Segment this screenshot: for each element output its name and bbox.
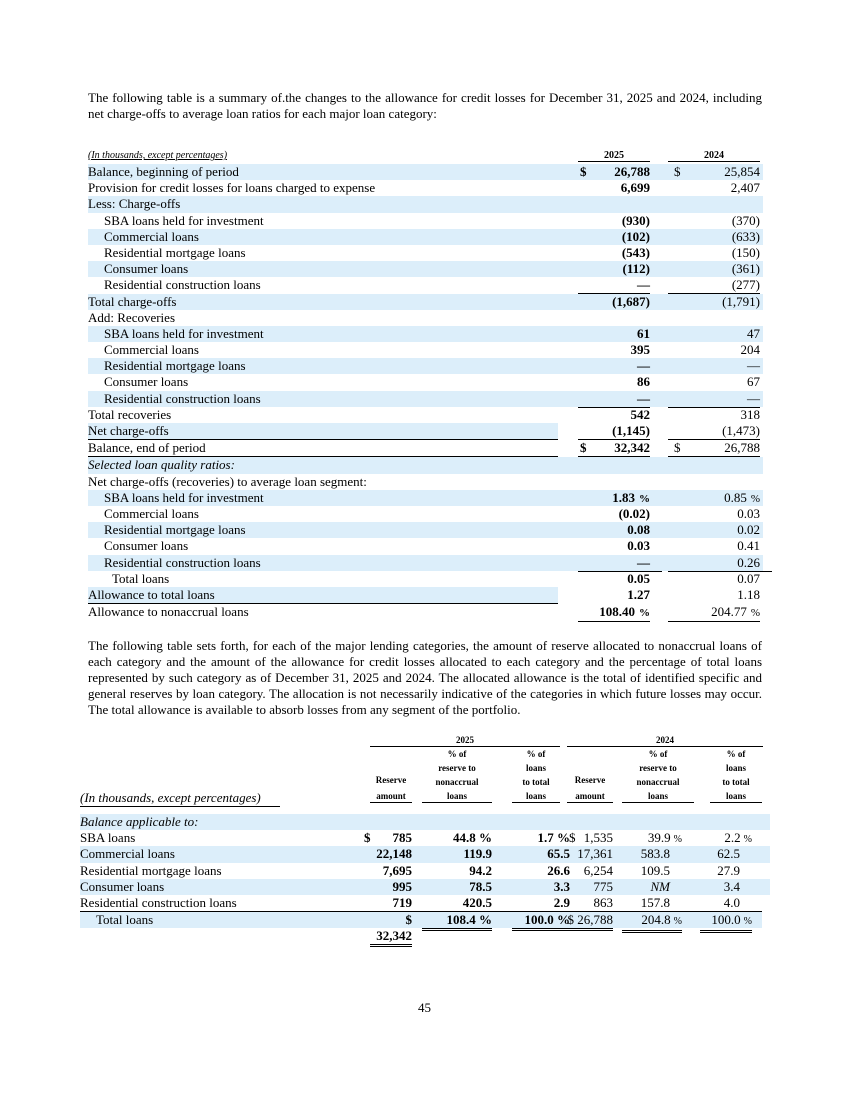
cell-text: 157.8 xyxy=(640,894,670,910)
table-row xyxy=(88,294,763,310)
value-2024-text: 0.07 xyxy=(737,570,760,586)
value-2024-text: 0.26 xyxy=(737,554,760,570)
cell-b1 xyxy=(422,879,492,895)
row-label: Commercial loans xyxy=(104,505,199,521)
value-2024 xyxy=(668,277,760,294)
row-label: Consumer loans xyxy=(104,538,189,554)
currency-symbol: $ xyxy=(580,440,587,456)
table-row xyxy=(88,522,763,538)
value-2025-text: 542 xyxy=(630,406,650,422)
value-2024-text: 0.85 xyxy=(724,489,747,505)
cell-text: NM xyxy=(650,878,670,894)
value-2024 xyxy=(668,213,760,229)
value-2025 xyxy=(578,261,650,277)
value-2024-text: (1,791) xyxy=(722,293,760,309)
value-2025 xyxy=(578,555,662,572)
value-2024 xyxy=(668,587,772,603)
row-label: Residential mortgage loans xyxy=(80,862,222,878)
value-2024-text: (361) xyxy=(731,261,760,277)
cell-b2 xyxy=(622,895,682,912)
value-2024 xyxy=(668,261,760,277)
cell-text: 1,535 xyxy=(583,830,613,846)
value-2025-text: 395 xyxy=(630,342,650,358)
row-label: Net charge-offs (recoveries) to average loan segment: xyxy=(88,473,367,489)
value-2025-text: 0.08 xyxy=(627,522,650,538)
table-row xyxy=(88,310,763,326)
cell-b2 xyxy=(622,846,682,862)
value-2024 xyxy=(668,180,760,196)
reserve-header-2024-line1: Reserve xyxy=(574,775,606,785)
row-label: Commercial loans xyxy=(104,228,199,244)
cell-c2 xyxy=(700,895,752,912)
table-row xyxy=(88,538,763,554)
row-label: Commercial loans xyxy=(80,846,175,862)
table-row xyxy=(88,391,763,407)
cell-text: 583.8 xyxy=(640,846,670,862)
pct-reserve-header-2025-l2: reserve to xyxy=(438,763,476,773)
cell-a2 xyxy=(567,863,613,879)
cell-text: 65.5 xyxy=(547,846,570,862)
value-2024-text: — xyxy=(747,358,760,374)
cell-text: $ 26,788 xyxy=(567,912,613,928)
cell-a1 xyxy=(370,912,412,947)
pct-loans-header-2025-l1: % of xyxy=(526,749,546,759)
value-2024-text: (277) xyxy=(731,277,760,293)
percent-sign: % xyxy=(639,492,650,505)
table-row xyxy=(80,863,770,879)
cell-text: 22,148 xyxy=(376,846,412,862)
table-row xyxy=(80,895,770,911)
value-2025 xyxy=(578,164,650,180)
value-2024-text: 1.18 xyxy=(737,586,760,602)
value-2024-text: (150) xyxy=(731,244,760,260)
table-row xyxy=(88,490,763,506)
row-label: SBA loans held for investment xyxy=(104,325,264,341)
percent-sign: % xyxy=(743,916,752,928)
row-label: Add: Recoveries xyxy=(88,309,176,325)
reserve-header-2025-line2: amount xyxy=(370,790,412,803)
row-label: Provision for credit losses for loans charged to expense xyxy=(88,180,376,196)
cell-text: 44.8 % xyxy=(453,830,492,846)
row-label: Selected loan quality ratios: xyxy=(88,457,235,473)
table-row xyxy=(88,358,763,374)
pct-loans-header-2024-l2: loans xyxy=(725,763,746,773)
value-2024-text: 2,407 xyxy=(730,180,760,196)
cell-a2 xyxy=(567,912,613,931)
page-number: 45 xyxy=(418,1000,431,1015)
cell-c1 xyxy=(512,863,570,879)
value-2024 xyxy=(668,164,760,180)
pct-reserve-header-2024-l3: nonaccrual xyxy=(636,777,680,787)
value-2024 xyxy=(668,342,760,358)
table-row xyxy=(88,423,760,440)
cell-b1 xyxy=(422,912,492,931)
value-2024-text: — xyxy=(747,390,760,406)
row-label: Allowance to total loans xyxy=(88,586,215,602)
intro-paragraph-2: The following table sets forth, for each of the major lending categories, the amount of reserve allocated to nonaccrual loans of each category and the amount of the allowance for credit losses allocated to each category and the percentage of total loans represented by such category as of December 31, 2025 and 2024. The allocated allowance is the total of identified specific and general reserves by loan category. The allocation is not necessarily indicative of the categories in which future losses may occur. The total allowance is available to absorb losses from any segment of the portfolio. xyxy=(88,638,762,717)
value-2025-text: 1.27 xyxy=(627,586,650,602)
year-header-2025: 2025 xyxy=(370,734,560,747)
table-row xyxy=(80,879,770,895)
value-2024 xyxy=(668,245,760,261)
row-label: Residential construction loans xyxy=(104,277,261,293)
value-2024-text: 0.03 xyxy=(737,505,760,521)
value-2025 xyxy=(578,440,650,459)
allowance-allocation-table xyxy=(80,734,770,944)
cell-text: 39.9 xyxy=(647,830,671,846)
value-2025-text: 86 xyxy=(637,374,650,390)
value-2024 xyxy=(668,490,760,507)
table-row xyxy=(88,407,763,423)
cell-text: 775 xyxy=(593,878,613,894)
table-row xyxy=(80,911,762,944)
cell-a1 xyxy=(370,879,412,895)
cell-text: 785 xyxy=(392,830,412,846)
value-2025-text: 32,342 xyxy=(614,440,650,456)
cell-c1 xyxy=(512,912,570,931)
cell-text: 119.9 xyxy=(463,846,492,862)
value-2025 xyxy=(578,587,662,603)
row-label: Consumer loans xyxy=(80,878,165,894)
value-2025 xyxy=(578,407,650,423)
row-label: Residential mortgage loans xyxy=(104,358,246,374)
value-2024-text: 47 xyxy=(747,325,760,341)
cell-b1 xyxy=(422,846,492,862)
value-2025-text: (1,145) xyxy=(612,423,650,438)
value-2025-text: 61 xyxy=(637,325,650,341)
value-2024 xyxy=(668,358,760,374)
row-label: Total charge-offs xyxy=(88,293,177,309)
allowance-changes-table xyxy=(88,148,763,620)
pct-reserve-header-2024-l2: reserve to xyxy=(639,763,677,773)
value-2024 xyxy=(668,374,760,390)
intro-paragraph-1: The following table is a summary of.the changes to the allowance for credit losses for December 31, 2025 and 2024, including net charge-offs to average loan ratios for each major loan category: xyxy=(88,90,762,121)
value-2025-text: 6,699 xyxy=(620,180,650,196)
value-2025 xyxy=(578,506,662,522)
cell-a1 xyxy=(370,846,412,862)
table-row xyxy=(88,326,763,342)
value-2024 xyxy=(668,522,772,538)
table-row xyxy=(88,604,763,620)
pct-loans-header-2025-l3: to total xyxy=(522,777,550,787)
value-2025-text: — xyxy=(637,277,650,293)
row-label: Total loans xyxy=(112,570,170,586)
currency-symbol: $ xyxy=(364,830,371,846)
row-label: Allowance to nonaccrual loans xyxy=(88,604,249,620)
value-2024 xyxy=(668,571,772,587)
row-label: Residential mortgage loans xyxy=(104,522,246,538)
cell-b1 xyxy=(422,895,492,912)
row-label: Consumer loans xyxy=(104,261,189,277)
table-row xyxy=(88,571,763,587)
pct-loans-header-2024-l4: loans xyxy=(710,790,762,803)
table-header xyxy=(88,148,763,164)
table-row xyxy=(80,846,770,862)
percent-sign: % xyxy=(639,607,650,620)
value-2025 xyxy=(578,538,662,554)
value-2025-text: 0.05 xyxy=(627,570,650,586)
value-2025-text: (102) xyxy=(621,228,650,244)
row-label: Residential construction loans xyxy=(104,390,261,406)
value-2025 xyxy=(578,423,650,440)
row-label: Residential mortgage loans xyxy=(104,244,246,260)
table-row xyxy=(88,277,763,293)
table-row xyxy=(88,229,763,245)
row-label: Consumer loans xyxy=(104,374,189,390)
cell-text: 94.2 xyxy=(469,862,492,878)
percent-sign: % xyxy=(750,492,760,505)
value-2025 xyxy=(578,374,650,390)
row-label: SBA loans xyxy=(80,830,136,846)
percent-sign: % xyxy=(673,834,682,846)
value-2025-text: 108.40 xyxy=(599,604,635,620)
cell-text: 26.6 xyxy=(547,862,570,878)
cell-c2 xyxy=(700,863,752,879)
cell-a1 xyxy=(370,830,412,846)
value-2024-text: 0.02 xyxy=(737,522,760,538)
column-header-2024: 2024 xyxy=(668,150,760,162)
cell-text: 3.3 xyxy=(553,878,570,894)
cell-b2 xyxy=(622,879,682,895)
cell-b1 xyxy=(422,830,492,846)
value-2025 xyxy=(578,326,650,342)
column-header-2025: 2025 xyxy=(578,150,650,162)
table-row xyxy=(88,196,763,212)
cell-text: 62.5 xyxy=(717,846,740,862)
table-row xyxy=(88,342,763,358)
currency-symbol: $ xyxy=(674,164,681,179)
row-label: Total recoveries xyxy=(88,406,172,422)
table-row xyxy=(88,245,763,261)
table-row xyxy=(88,440,760,457)
cell-text: 995 xyxy=(392,878,412,894)
value-2025-text: (1,687) xyxy=(612,293,650,309)
cell-c1 xyxy=(512,830,570,846)
reserve-header-2024-line2: amount xyxy=(567,790,613,803)
value-2025-text: (543) xyxy=(621,244,650,260)
value-2025-text: — xyxy=(637,554,650,570)
value-2025 xyxy=(578,277,650,294)
cell-text: 109.5 xyxy=(640,862,670,878)
section-label-row xyxy=(80,814,770,830)
row-label: Net charge-offs xyxy=(88,423,169,438)
cell-a2 xyxy=(567,879,613,895)
value-2024 xyxy=(668,440,760,459)
cell-text: 17,361 xyxy=(577,846,613,862)
cell-b2 xyxy=(622,912,682,933)
table-row xyxy=(88,374,763,390)
cell-c2 xyxy=(700,846,752,862)
value-2024-text: 25,854 xyxy=(724,164,760,179)
table-caption: (In thousands, except percentages) xyxy=(88,150,228,161)
value-2025-text: — xyxy=(637,390,650,406)
table-row xyxy=(88,180,763,196)
pct-reserve-header-2024-l4: loans xyxy=(622,790,694,803)
value-2024 xyxy=(668,391,760,408)
table2-caption: (In thousands, except percentages) xyxy=(80,790,280,807)
pct-loans-header-2024-l3: to total xyxy=(722,777,750,787)
value-2024 xyxy=(668,538,772,554)
table-row xyxy=(88,474,763,490)
value-2024 xyxy=(668,326,760,342)
value-2025 xyxy=(578,604,650,622)
row-label: Residential construction loans xyxy=(104,554,261,570)
row-label: SBA loans held for investment xyxy=(104,212,264,228)
cell-text: 863 xyxy=(593,894,613,910)
value-2025 xyxy=(578,571,662,587)
value-2025 xyxy=(578,490,650,507)
value-2024 xyxy=(668,604,760,622)
percent-sign: % xyxy=(750,607,760,620)
currency-symbol: $ xyxy=(580,164,587,179)
value-2025-text: 1.83 xyxy=(612,489,635,505)
row-label: Total loans xyxy=(96,912,154,928)
value-2024 xyxy=(668,294,760,310)
cell-c2 xyxy=(700,912,752,933)
table-row xyxy=(88,555,763,571)
value-2025-text: 0.03 xyxy=(627,538,650,554)
value-2024-text: (633) xyxy=(731,228,760,244)
percent-sign: % xyxy=(673,916,682,928)
cell-text: 2.9 xyxy=(553,894,570,910)
row-label: Balance, end of period xyxy=(88,440,206,456)
value-2025-text: 26,788 xyxy=(614,164,650,179)
year-header-2024: 2024 xyxy=(567,734,763,747)
cell-c1 xyxy=(512,879,570,895)
value-2025 xyxy=(578,391,650,408)
cell-a1 xyxy=(370,895,412,912)
percent-sign: % xyxy=(743,834,752,846)
cell-text: 204.8 xyxy=(641,912,671,928)
cell-text: 420.5 xyxy=(462,894,492,910)
section-label: Balance applicable to: xyxy=(80,814,199,829)
value-2024-text: (370) xyxy=(731,212,760,228)
cell-a2 xyxy=(567,846,613,862)
value-2024-text: 26,788 xyxy=(724,440,760,456)
cell-c2 xyxy=(700,879,752,895)
row-label: SBA loans held for investment xyxy=(104,489,264,505)
value-2025-text: — xyxy=(637,358,650,374)
cell-text: 100.0 % xyxy=(524,912,570,928)
value-2025-text: (112) xyxy=(622,261,650,277)
table-row xyxy=(80,830,770,846)
pct-loans-header-2025-l2: loans xyxy=(525,763,546,773)
pct-reserve-header-2024-l1: % of xyxy=(648,749,668,759)
row-label: Balance, beginning of period xyxy=(88,164,239,179)
table-row xyxy=(88,586,760,604)
value-2025-text: (0.02) xyxy=(618,505,650,521)
currency-symbol: $ xyxy=(569,830,576,846)
value-2024 xyxy=(668,555,772,572)
value-2024 xyxy=(668,506,772,522)
value-2024-text: 318 xyxy=(740,406,760,422)
cell-text: 2.2 xyxy=(724,830,741,846)
value-2024-text: 67 xyxy=(747,374,760,390)
cell-c1 xyxy=(512,846,570,862)
reserve-header-2025-line1: Reserve xyxy=(375,775,407,785)
table-row xyxy=(88,261,763,277)
value-2025 xyxy=(578,213,650,229)
cell-text: 27.9 xyxy=(717,862,740,878)
value-2025 xyxy=(578,294,650,310)
cell-c1 xyxy=(512,895,570,912)
value-2024 xyxy=(668,229,760,245)
currency-symbol: $ xyxy=(674,440,681,456)
pct-reserve-header-2025-l3: nonaccrual xyxy=(435,777,479,787)
value-2025 xyxy=(578,342,650,358)
cell-b2 xyxy=(622,863,682,879)
cell-text: 100.0 xyxy=(711,912,741,928)
cell-text: 719 xyxy=(392,894,412,910)
value-2024-text: (1,473) xyxy=(722,423,760,438)
cell-text: 4.0 xyxy=(723,894,740,910)
table-row xyxy=(88,164,763,180)
value-2025 xyxy=(578,229,650,245)
value-2024 xyxy=(668,423,760,440)
row-label: Commercial loans xyxy=(104,342,199,358)
value-2025 xyxy=(578,180,650,196)
cell-text: 7,695 xyxy=(382,862,412,878)
value-2025 xyxy=(578,522,662,538)
cell-a2 xyxy=(567,895,613,912)
cell-b1 xyxy=(422,863,492,879)
pct-reserve-header-2025-l4: loans xyxy=(422,790,492,803)
table-row xyxy=(88,213,763,229)
row-label: Residential construction loans xyxy=(80,894,237,910)
value-2025-text: (930) xyxy=(621,212,650,228)
table-row xyxy=(88,506,763,522)
value-2025 xyxy=(578,245,650,261)
value-2025 xyxy=(578,358,650,374)
value-2024-text: 0.41 xyxy=(737,538,760,554)
value-2024-text: 204 xyxy=(740,342,760,358)
cell-a1 xyxy=(370,863,412,879)
cell-text: 6,254 xyxy=(583,862,613,878)
cell-a2 xyxy=(567,830,613,846)
value-2024-text: 204.77 xyxy=(711,604,747,620)
table-row xyxy=(88,457,763,473)
pct-reserve-header-2025-l1: % of xyxy=(447,749,467,759)
cell-text: 108.4 % xyxy=(446,912,492,928)
cell-text: 3.4 xyxy=(723,878,740,894)
pct-loans-header-2025-l4: loans xyxy=(512,790,560,803)
cell-text: 78.5 xyxy=(469,878,492,894)
cell-text: 1.7 % xyxy=(537,830,570,846)
cell-text: $ 32,342 xyxy=(376,912,412,944)
pct-loans-header-2024-l1: % of xyxy=(726,749,746,759)
row-label: Less: Charge-offs xyxy=(88,196,181,212)
value-2024 xyxy=(668,407,760,423)
